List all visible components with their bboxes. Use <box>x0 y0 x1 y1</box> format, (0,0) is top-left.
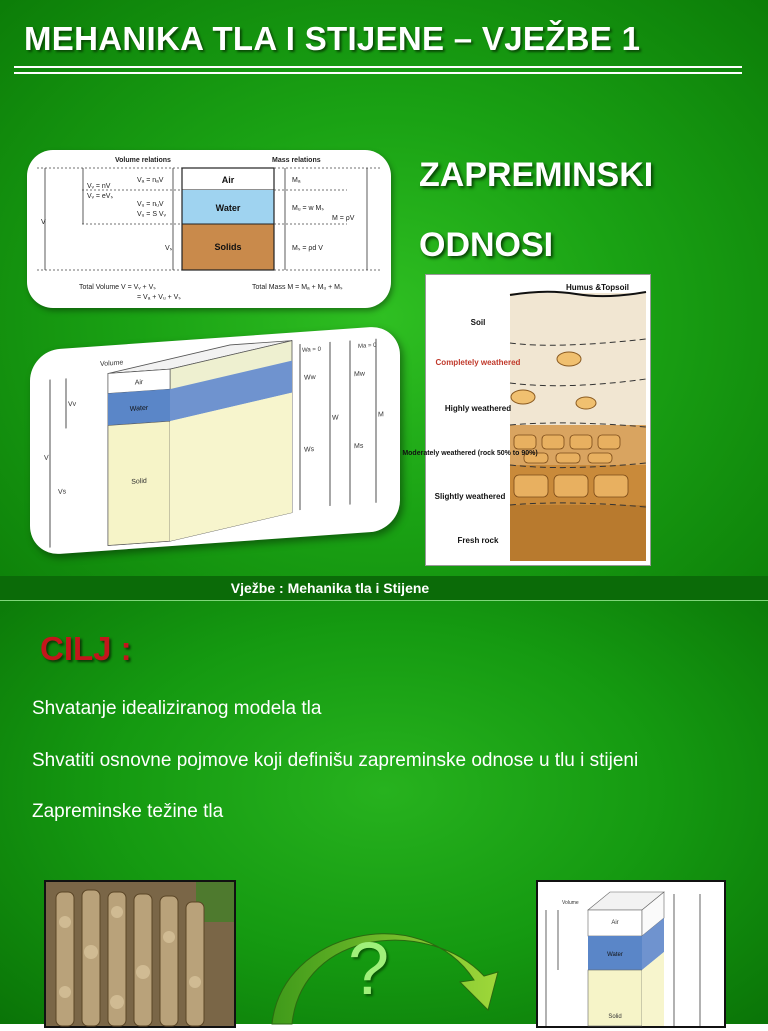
question-mark: ? <box>348 927 390 1010</box>
bullet-3: Zapreminske težine tla <box>32 801 224 822</box>
layer-moderately-weathered: Moderately weathered (rock 50% to 90%) <box>402 450 538 457</box>
layer-slightly-weathered: Slightly weathered <box>434 492 506 501</box>
block-mw-label: Mw <box>354 370 365 379</box>
bullet-2: Shvatiti osnovne pojmove koji definišu zapreminske odnose u tlu i stijeni <box>32 750 639 771</box>
block-ma-label: Ma = 0 <box>358 342 377 350</box>
mini-block-diagram <box>536 880 726 1028</box>
va-eq: Vₐ = nₐV <box>137 177 164 184</box>
mini-water-label: Water <box>607 952 623 958</box>
heading-line-2: ODNOSI <box>419 226 554 264</box>
title-rule-bottom <box>14 72 742 74</box>
layer-highly-weathered: Highly weathered <box>444 404 512 413</box>
slide-title: MEHANIKA TLA I STIJENE – VJEŽBE 1 <box>24 20 641 57</box>
block-diagram <box>30 325 400 556</box>
humus-topsoil-label: Humus &Topsoil <box>566 283 629 292</box>
block-wa-label: Wa = 0 <box>301 346 321 354</box>
heading-line-1: ZAPREMINSKI <box>419 156 654 194</box>
bullet-1: Shvatanje idealiziranog modela tla <box>32 698 322 719</box>
block-vs-label: Vs <box>58 488 67 496</box>
block-ms-label: Ms <box>354 442 364 451</box>
mini-volume-label: Volume <box>562 900 579 906</box>
block-ww-label: Ww <box>304 373 316 382</box>
phase-diagram <box>27 150 391 308</box>
slide2-top-rule <box>0 600 768 601</box>
m-eq: M = ρV <box>332 215 355 222</box>
block-vv-label: Vv <box>68 400 77 409</box>
block-w-label: W <box>332 414 339 422</box>
solids-label: Solids <box>214 242 242 252</box>
block-diagram-card <box>30 325 400 556</box>
phase-diagram-card <box>27 150 391 308</box>
footer-text: Vježbe : Mehanika tla i Stijene <box>230 580 430 596</box>
title-rule-top <box>14 66 742 68</box>
vv-eq-1: Vᵥ = nV <box>87 183 111 190</box>
total-mass: Total Mass M = Mₐ + Mᵤ + Mₛ <box>252 284 343 291</box>
air-label: Air <box>221 175 235 185</box>
volume-relations-label: Volume relations <box>115 157 171 164</box>
mw-eq: Mᵤ = w Mₛ <box>292 205 324 212</box>
soil-profile <box>402 275 650 565</box>
soil-profile-card <box>402 274 651 566</box>
cilj-heading: CILJ : <box>40 630 132 667</box>
total-volume-2: = Vₐ + Vᵤ + Vₛ <box>137 294 181 301</box>
layer-completely-weathered: Completely weathered <box>435 358 521 367</box>
ms-eq: Mₛ = ρd V <box>292 245 323 252</box>
block-volume-label: Volume <box>100 359 124 369</box>
vw-eq-2: Vᵤ = S Vᵥ <box>137 211 166 218</box>
block-m-label: M <box>378 411 384 419</box>
block-air-label: Air <box>134 379 144 387</box>
v-label: V <box>41 219 46 226</box>
total-volume-1: Total Volume V = Vᵥ + Vₛ <box>79 284 156 291</box>
mass-relations-label: Mass relations <box>272 157 321 164</box>
vw-eq-1: Vᵤ = nᵤV <box>137 201 164 208</box>
transformation-arrow <box>262 910 508 1024</box>
vs-label: Vₛ <box>165 245 173 252</box>
layer-fresh-rock: Fresh rock <box>457 536 499 545</box>
block-ws-label: Ws <box>304 446 315 454</box>
core-samples-photo <box>44 880 236 1028</box>
water-label: Water <box>215 203 241 213</box>
mini-air-label: Air <box>611 920 619 926</box>
block-v-label: V <box>44 454 49 462</box>
block-solid-label: Solid <box>131 477 147 486</box>
ma-label: Mₐ <box>292 177 301 184</box>
mini-solid-label: Solid <box>608 1014 622 1020</box>
block-water-label: Water <box>129 404 149 413</box>
vv-eq-2: Vᵥ = eVₛ <box>87 193 114 200</box>
layer-soil: Soil <box>470 318 486 327</box>
